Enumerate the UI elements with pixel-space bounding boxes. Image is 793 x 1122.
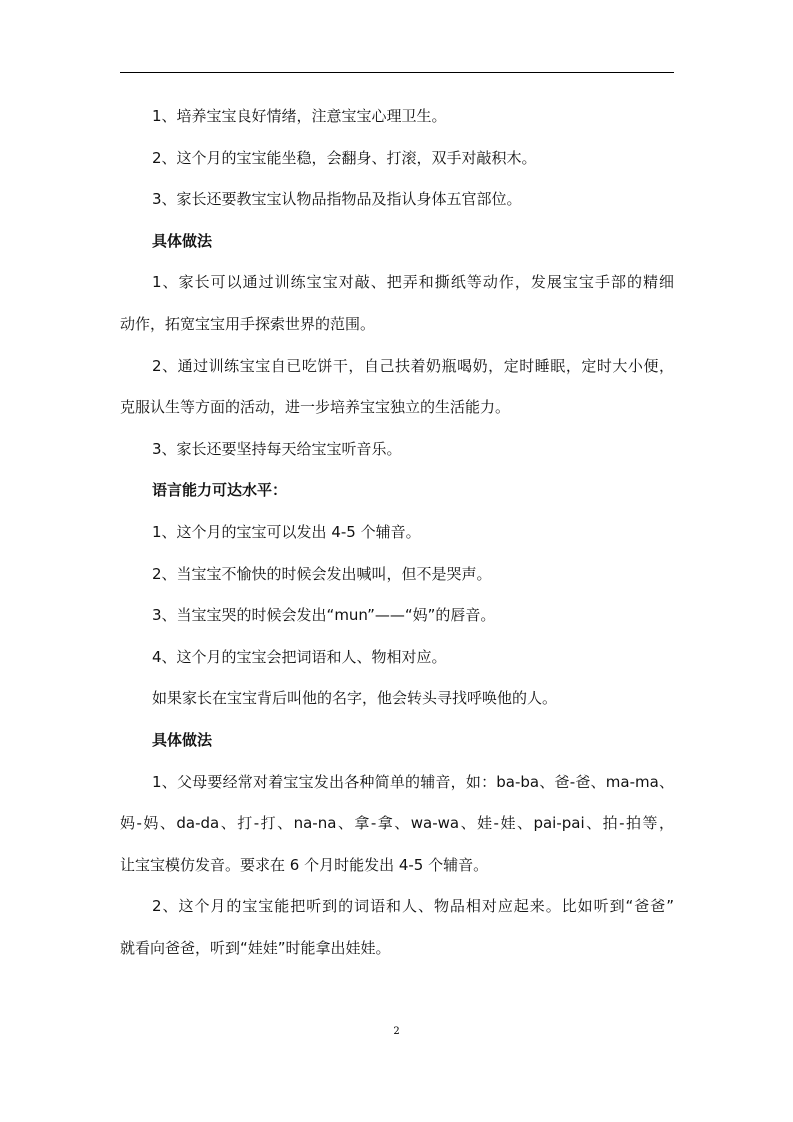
- text-line: 妈-妈、da-da、打-打、na-na、拿-拿、wa-wa、娃-娃、pai-pai、拍-拍等，: [120, 814, 674, 833]
- section-heading: 具体做法: [152, 231, 213, 250]
- text-line: 2、这个月的宝宝能把听到的词语和人、物品相对应起来。比如听到“爸爸”: [152, 897, 674, 916]
- text-line: 让宝宝模仿发音。要求在 6 个月时能发出 4-5 个辅音。: [120, 855, 489, 874]
- header-rule: [120, 72, 674, 73]
- section-heading: 具体做法: [152, 730, 213, 749]
- text-line: 如果家长在宝宝背后叫他的名字，他会转头寻找呼唤他的人。: [152, 689, 558, 708]
- text-line: 4、这个月的宝宝会把词语和人、物相对应。: [152, 647, 447, 666]
- text-line: 就看向爸爸，听到“娃娃”时能拿出娃娃。: [120, 938, 391, 957]
- text-line: 1、父母要经常对着宝宝发出各种简单的辅音，如：ba-ba、爸-爸、ma-ma、: [152, 772, 674, 791]
- page-number: 2: [393, 1026, 400, 1037]
- text-line: 1、培养宝宝良好情绪，注意宝宝心理卫生。: [152, 107, 447, 125]
- text-line: 2、当宝宝不愉快的时候会发出喊叫，但不是哭声。: [152, 564, 492, 583]
- text-line: 克服认生等方面的活动，进一步培养宝宝独立的生活能力。: [120, 398, 511, 417]
- text-line: 1、家长可以通过训练宝宝对敲、把弄和撕纸等动作，发展宝宝手部的精细: [152, 273, 674, 292]
- text-line: 3、家长还要坚持每天给宝宝听音乐。: [152, 439, 402, 458]
- section-heading: 语言能力可达水平：: [152, 481, 288, 500]
- text-line: 1、这个月的宝宝可以发出 4-5 个辅音。: [152, 522, 421, 541]
- document-body: [120, 102, 674, 975]
- text-line: 2、这个月的宝宝能坐稳，会翻身、打滚，双手对敲积木。: [152, 148, 537, 167]
- text-line: 3、当宝宝哭的时候会发出“mun”——“妈”的唇音。: [152, 606, 496, 625]
- text-line: 2、通过训练宝宝自已吃饼干，自己扶着奶瓶喝奶，定时睡眠，定时大小便，: [152, 356, 674, 375]
- text-line: 3、家长还要教宝宝认物品指物品及指认身体五官部位。: [152, 190, 522, 209]
- text-line: 动作，拓宽宝宝用手探索世界的范围。: [120, 314, 376, 333]
